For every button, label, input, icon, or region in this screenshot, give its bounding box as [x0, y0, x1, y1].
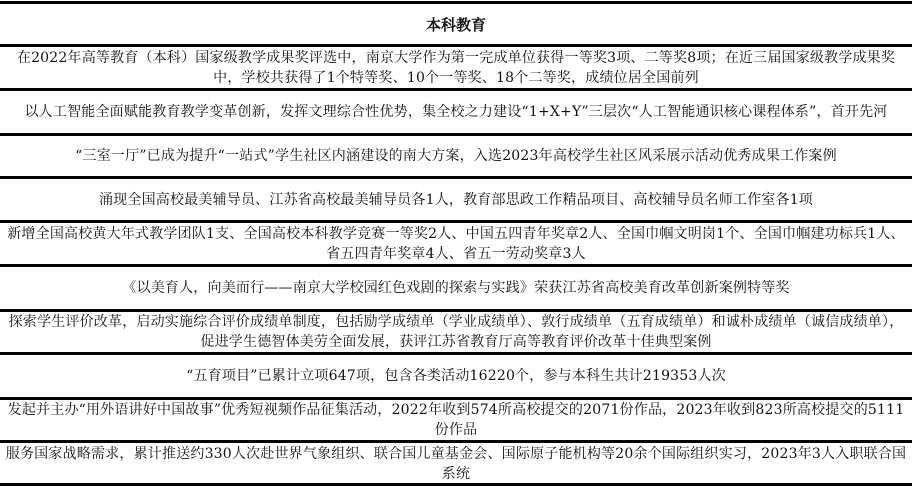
- row-text: 探索学生评价改革，启动实施综合评价成绩单制度，包括励学成绩单（学业成绩单）、敦行成绩单（五育成绩单）和诚朴成绩单（诚信成绩单），促进学生德智体美劳全面发展，获评江苏省教育厅高等教育评价改革十佳典型案例: [8, 314, 904, 350]
- table-row: [0, 47, 912, 88]
- table-row: [0, 223, 912, 264]
- table-row: [0, 179, 912, 220]
- table-row: [0, 267, 912, 309]
- table-row: [0, 312, 912, 352]
- table-title-cell: [0, 4, 912, 45]
- table-row: [0, 400, 912, 440]
- row-text: “五育项目”已累计立项647项，包含各类活动16220个，参与本科生共计219353人次: [186, 368, 726, 384]
- table-row: [0, 91, 912, 133]
- row-text: 发起并主办“用外语讲好中国故事”优秀短视频作品征集活动，2022年收到574所高校提交的2071份作品，2023年收到823所高校提交的5111份作品: [7, 402, 905, 438]
- row-text: “三室一厅”已成为提升“一站式”学生社区内涵建设的南大方案，入选2023年高校学生社区风采展示活动优秀成果工作案例: [75, 148, 837, 164]
- row-text: 在2022年高等教育（本科）国家级教学成果奖评选中，南京大学作为第一完成单位获得一等奖3项、二等奖8项；在近三届国家级教学成果奖中，学校共获得了1个特等奖、10个一等奖、18个二等奖，成绩位居全国前列: [16, 49, 896, 86]
- row-text: 新增全国高校黄大年式教学团队1支、全国高校本科教学竞赛一等奖2人、中国五四青年奖章2人、全国巾帼文明岗1个、全国巾帼建功标兵1人、省五四青年奖章4人、省五一劳动奖章3人: [7, 225, 905, 262]
- row-text: 涌现全国高校最美辅导员、江苏省高校最美辅导员各1人，教育部思政工作精品项目、高校辅导员名师工作室各1项: [98, 191, 813, 208]
- table-row: [0, 355, 912, 397]
- table-row: [0, 443, 912, 484]
- table-title: 本科教育: [425, 15, 486, 34]
- row-text: 以人工智能全面赋能教育教学变革创新，发挥文理综合性优势，集全校之力建设“1+X+Y”三层次“人工智能通识核心课程体系”，首开先河: [24, 104, 888, 120]
- row-text: 《以美育人，向美而行——南京大学校园红色戏剧的探索与实践》荣获江苏省高校美育改革创新案例特等奖: [122, 280, 790, 296]
- table-row: [0, 136, 912, 176]
- row-text: 服务国家战略需求，累计推送约330人次赴世界气象组织、联合国儿童基金会、国际原子能机构等20余个国际组织实习，2023年3人入职联合国系统: [5, 445, 907, 482]
